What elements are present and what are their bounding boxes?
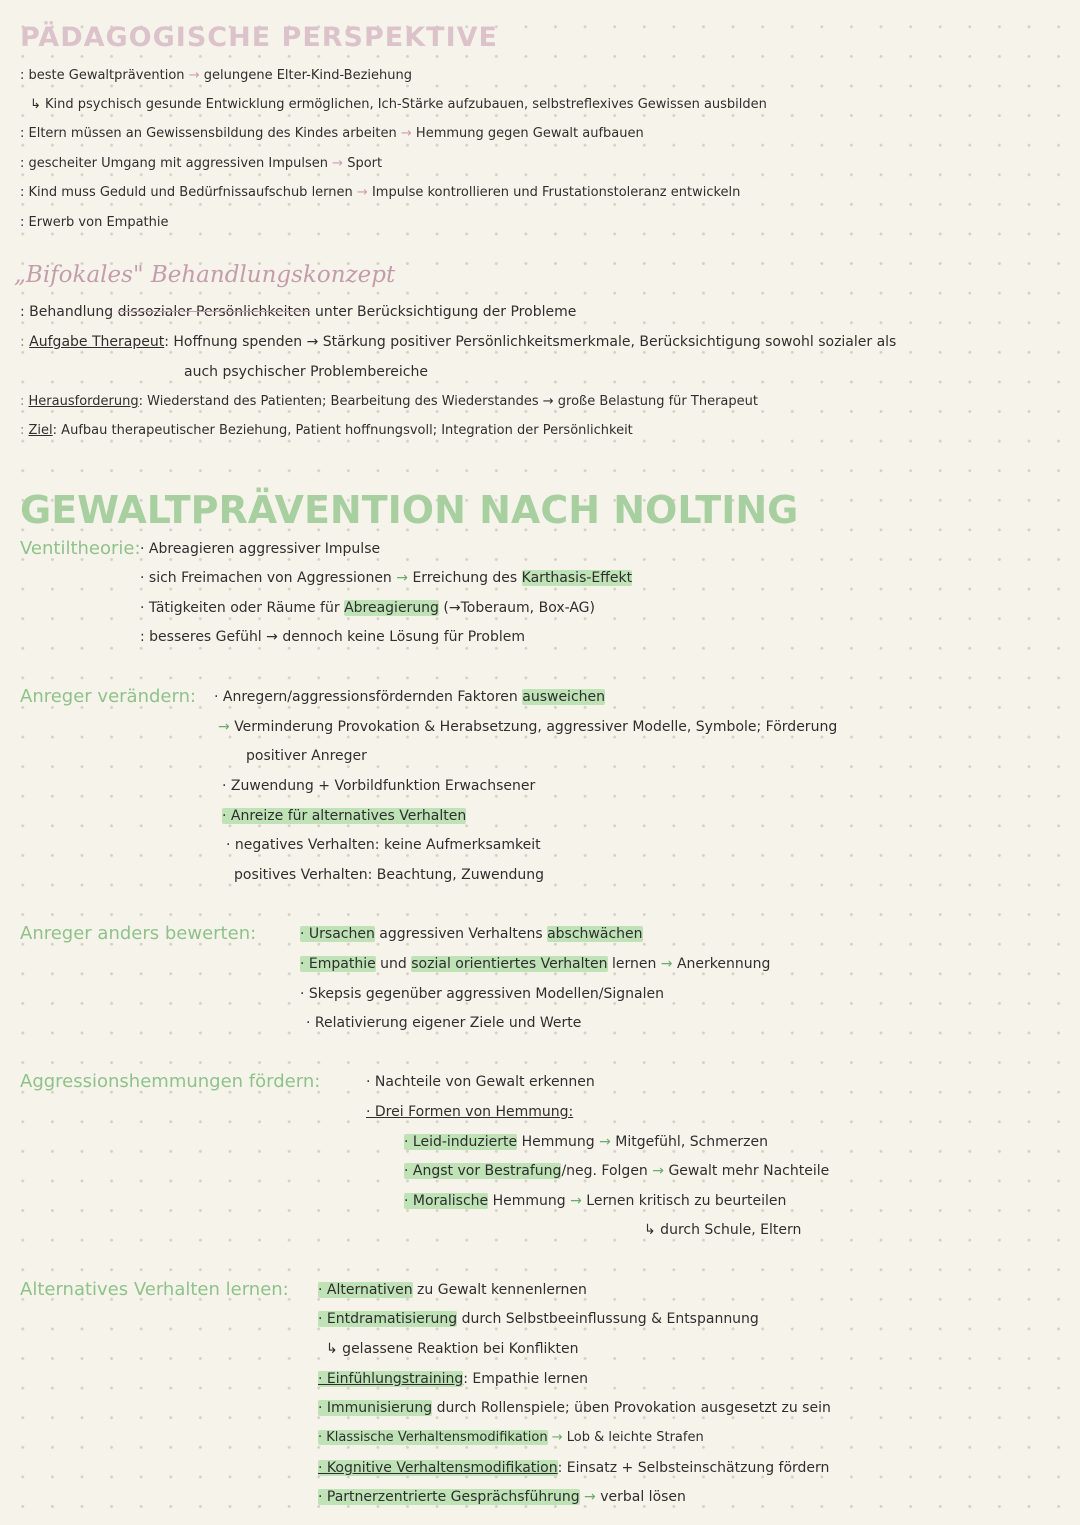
note-line (20, 156, 382, 171)
note-line (318, 1371, 588, 1387)
note-text: · Skepsis gegenüber aggressiven Modellen/Signalen (300, 986, 665, 1002)
note-line (404, 1134, 768, 1150)
note-text: Hemmung gegen Gewalt aufbauen (415, 126, 644, 141)
highlighted-text: sozial orientiertes Verhalten (411, 956, 608, 972)
section-title-bifokales-behandlungskonzept: „Bifokales" Behandlungskonzept (14, 262, 396, 288)
highlighted-text: · Immunisierung (318, 1400, 433, 1416)
note-text: (→Toberaum, Box-AG) (443, 600, 595, 616)
note-text: : Kind muss Geduld und Bedürfnissaufschub lernen (20, 185, 353, 200)
note-text: Impulse kontrollieren und Frustationstoleranz entwickeln (371, 185, 741, 200)
arrow-icon: → (396, 570, 408, 586)
note-line (140, 600, 595, 616)
highlighted-text: · Klassische Verhaltensmodifikation (318, 1430, 548, 1445)
note-line (222, 808, 466, 824)
note-line (326, 1341, 579, 1357)
arrow-icon: → (570, 1193, 582, 1209)
arrow-icon: → (218, 719, 230, 735)
note-text: verbal lösen (600, 1489, 686, 1505)
note-line (20, 304, 576, 320)
note-text: auch psychischer Problembereiche (184, 364, 428, 380)
note-line (318, 1311, 759, 1327)
note-text: Stärkung positiver Persönlichkeitsmerkmale, Berücksichtigung sowohl sozialer als (322, 334, 897, 350)
arrow-icon: → (332, 156, 344, 171)
note-text: · Relativierung eigener Ziele und Werte (306, 1015, 582, 1031)
note-line (300, 986, 664, 1002)
note-text: und (380, 956, 407, 972)
note-line (140, 629, 525, 645)
note-text: : Behandlung (20, 304, 114, 320)
note-text: durch Selbstbeeinflussung & Entspannung (461, 1311, 759, 1327)
subsection-label-aggressionshemmungen-foerdern: Aggressionshemmungen fördern: (20, 1071, 321, 1092)
note-text: dennoch keine Lösung für Problem (282, 629, 525, 645)
note-text: : besseres Gefühl (140, 629, 262, 645)
underlined-heading: · Drei Formen von Hemmung: (366, 1104, 574, 1120)
note-line (404, 1193, 786, 1209)
note-line (300, 926, 643, 942)
note-text: : gescheiter Umgang mit aggressiven Impulsen (20, 156, 328, 171)
arrow-icon: → (266, 629, 278, 645)
arrow-icon: → (652, 1163, 664, 1179)
underlined-label: Herausforderung (28, 394, 139, 409)
note-text: Hemmung (521, 1134, 595, 1150)
section-title-paedagogische-perspektive: PÄDAGOGISCHE PERSPEKTIVE (20, 22, 498, 53)
note-line (20, 185, 740, 200)
note-text: Anerkennung (676, 956, 771, 972)
highlighted-text: · Kognitive Verhaltensmodifikation (318, 1460, 558, 1476)
highlighted-text: · Partnerzentrierte Gesprächsführung (318, 1489, 580, 1505)
arrow-icon: → (306, 334, 319, 350)
note-text: Mitgefühl, Schmerzen (615, 1134, 769, 1150)
note-text: : Eltern müssen an Gewissensbildung des Kindes arbeiten (20, 126, 397, 141)
note-line (644, 1222, 801, 1238)
subsection-label-anreger-veraendern: Anreger verändern: (20, 686, 197, 707)
note-text: Lob & leichte Strafen (566, 1430, 704, 1445)
note-line (318, 1460, 829, 1476)
note-text: Hemmung (492, 1193, 566, 1209)
note-text: positives Verhalten: Beachtung, Zuwendung (234, 867, 545, 883)
note-text: zu Gewalt kennenlernen (417, 1282, 587, 1298)
note-line (366, 1104, 573, 1120)
note-text: durch Rollenspiele; üben Provokation ausgesetzt zu sein (436, 1400, 831, 1416)
note-line (306, 1015, 581, 1031)
highlighted-text: Karthasis-Effekt (521, 570, 633, 586)
note-line (222, 778, 535, 794)
note-line (300, 956, 770, 972)
note-text: · sich Freimachen von Aggressionen (140, 570, 392, 586)
note-text: /neg. Folgen (561, 1163, 648, 1179)
arrow-icon: → (542, 394, 554, 409)
note-text: positiver Anreger (246, 748, 367, 764)
note-text: Erreichung des (412, 570, 518, 586)
note-line (30, 97, 767, 112)
highlighted-text: · Ursachen (300, 926, 375, 942)
note-text: · Anregern/aggressionsfördernden Faktoren (214, 689, 518, 705)
note-text: · Zuwendung + Vorbildfunktion Erwachsener (222, 778, 536, 794)
highlighted-text: · Angst vor Bestrafung (404, 1163, 562, 1179)
subsection-label-alternatives-verhalten: Alternatives Verhalten lernen: (20, 1279, 289, 1300)
note-line (140, 541, 380, 557)
note-text: · Abreagieren aggressiver Impulse (140, 541, 381, 557)
note-text: : Empathie lernen (463, 1371, 589, 1387)
arrow-icon: → (400, 126, 412, 141)
highlighted-text: · Alternativen (318, 1282, 413, 1298)
note-text: ↳ gelassene Reaktion bei Konflikten (326, 1341, 579, 1357)
note-line (318, 1400, 831, 1416)
arrow-icon: → (188, 68, 200, 83)
note-line (20, 215, 169, 230)
highlighted-text: Abreagierung (344, 600, 439, 616)
note-line (20, 68, 412, 83)
note-text: ↳ durch Schule, Eltern (644, 1222, 802, 1238)
note-line (20, 126, 644, 141)
note-line (234, 867, 544, 883)
highlighted-text: ausweichen (522, 689, 606, 705)
note-text: : beste Gewaltprävention (20, 68, 185, 83)
note-line (218, 719, 837, 735)
note-text: Sport (347, 156, 383, 171)
note-text: Gewalt mehr Nachteile (668, 1163, 830, 1179)
highlighted-text: · Empathie (300, 956, 376, 972)
note-text: : Hoffnung spenden (164, 334, 303, 350)
note-text: gelungene Elter-Kind-Beziehung (203, 68, 412, 83)
arrow-icon: → (356, 185, 368, 200)
section-title-gewaltpraevention-nolting: GEWALTPRÄVENTION NACH NOLTING (20, 488, 799, 532)
note-text: : Aufbau therapeutischer Beziehung, Patient hoffnungsvoll; Integration der Persönlichkeit (52, 423, 633, 438)
note-line (184, 364, 428, 380)
subsection-label-ventiltheorie: Ventiltheorie: (20, 538, 141, 559)
highlighted-text: · Leid-induzierte (404, 1134, 518, 1150)
highlighted-text: · Entdramatisierung (318, 1311, 458, 1327)
struck-text: dissozialer Persönlichkeiten (117, 304, 311, 320)
note-line: : Ziel: Aufbau therapeutischer Beziehung, Patient hoffnungsvoll; Integration der Persönlichkeit (20, 423, 633, 438)
note-line (318, 1282, 587, 1298)
note-text: · Tätigkeiten oder Räume für (140, 600, 340, 616)
note-line: : Herausforderung: Wiederstand des Patienten; Bearbeitung des Wiederstandes → große Belastung für Therapeut (20, 394, 758, 409)
arrow-icon: → (660, 956, 673, 972)
arrow-icon: → (584, 1489, 596, 1505)
note-text: große Belastung für Therapeut (557, 394, 758, 409)
note-line: : Aufgabe Therapeut: Hoffnung spenden → Stärkung positiver Persönlichkeitsmerkmale, Berücksichtigung sowohl sozialer als (20, 334, 897, 350)
underlined-label: Aufgabe Therapeut (29, 334, 165, 350)
arrow-icon: → (551, 1430, 563, 1445)
underlined-label: Ziel (28, 423, 53, 438)
note-line (366, 1074, 595, 1090)
note-text: unter Berücksichtigung der Probleme (314, 304, 577, 320)
note-line (404, 1163, 829, 1179)
note-text: lernen (611, 956, 657, 972)
note-text: : Erwerb von Empathie (20, 215, 169, 230)
note-text: · Nachteile von Gewalt erkennen (366, 1074, 595, 1090)
note-text: Verminderung Provokation & Herabsetzung, aggressiver Modelle, Symbole; Förderung (234, 719, 838, 735)
note-text: Lernen kritisch zu beurteilen (586, 1193, 787, 1209)
note-line (318, 1489, 686, 1505)
note-text: : Einsatz + Selbsteinschätzung fördern (557, 1460, 830, 1476)
note-text: : Wiederstand des Patienten; Bearbeitung des Wiederstandes (138, 394, 539, 409)
note-line (246, 748, 367, 764)
note-line (318, 1430, 704, 1445)
highlighted-text: · Moralische (404, 1193, 489, 1209)
note-text: · negatives Verhalten: keine Aufmerksamkeit (226, 837, 541, 853)
arrow-icon: → (599, 1134, 611, 1150)
note-line (226, 837, 541, 853)
highlighted-text: · Anreize für alternatives Verhalten (222, 808, 467, 824)
note-line (140, 570, 632, 586)
highlighted-text: · Einfühlungstraining (318, 1371, 464, 1387)
note-text: ↳ Kind psychisch gesunde Entwicklung ermöglichen, Ich-Stärke aufzubauen, selbstreflexives Gewissen ausbilden (30, 97, 767, 112)
highlighted-text: abschwächen (547, 926, 643, 942)
note-line (214, 689, 605, 705)
note-text: aggressiven Verhaltens (379, 926, 543, 942)
subsection-label-anreger-anders-bewerten: Anreger anders bewerten: (20, 923, 257, 944)
